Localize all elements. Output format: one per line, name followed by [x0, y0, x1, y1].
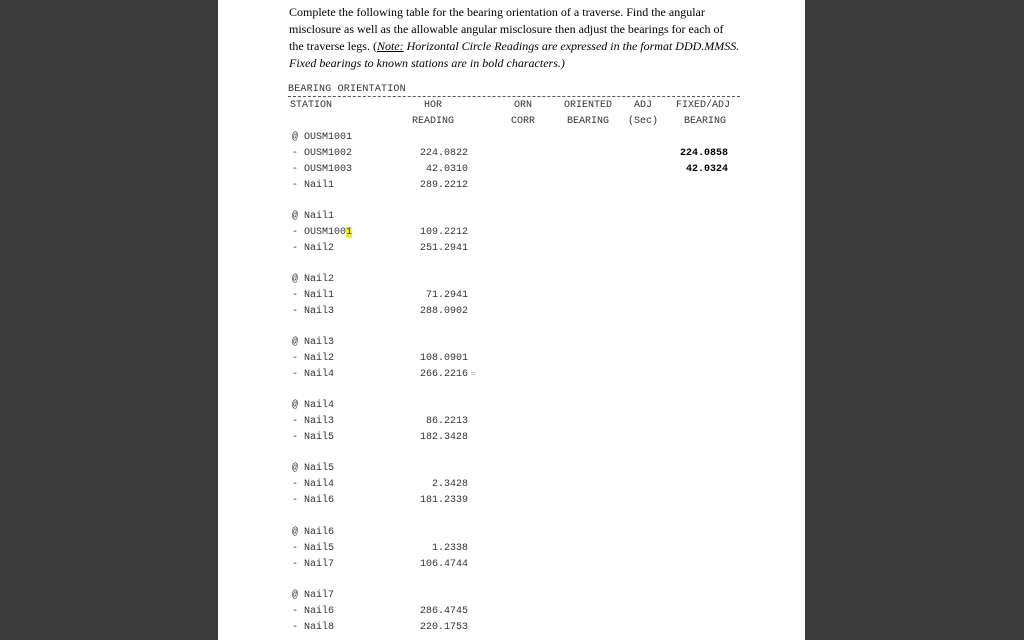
- hor-reading-cell: 86.2213: [425, 416, 468, 427]
- station-cell: @ OUSM1001: [292, 132, 353, 143]
- header-hor-1: HOR: [423, 100, 442, 111]
- note-text: Horizontal Circle Readings are expressed in the format DDD.MMSS.: [403, 39, 740, 53]
- station-cell: - Nail1: [292, 180, 335, 191]
- station-cell: @ Nail3: [292, 337, 335, 348]
- right-background-panel: [805, 0, 1024, 640]
- header-adj-1: ADJ: [633, 100, 652, 111]
- station-cell: @ Nail7: [292, 590, 335, 601]
- cursor-mark-icon: =: [471, 370, 476, 379]
- table-title: BEARING ORIENTATION: [288, 84, 406, 95]
- intro-line-4: Fixed bearings to known stations are in bold characters.): [289, 56, 565, 70]
- station-cell: @ Nail4: [292, 400, 335, 411]
- header-adj-2: (Sec): [627, 116, 658, 127]
- hor-reading-cell: 251.2941: [419, 243, 468, 254]
- station-cell: - OUSM1001: [292, 227, 353, 238]
- header-orn-2: CORR: [510, 116, 535, 127]
- station-cell: - OUSM1003: [292, 164, 353, 175]
- station-cell: - OUSM1002: [292, 148, 353, 159]
- instructions-paragraph: [289, 4, 759, 72]
- intro-line-3-start: the traverse legs. (: [289, 39, 377, 53]
- intro-line-1: Complete the following table for the bearing orientation of a traverse. Find the angular: [289, 5, 705, 19]
- hor-reading-cell: 109.2212: [419, 227, 468, 238]
- station-cell: - Nail4: [292, 479, 335, 490]
- intro-line-2: misclosure as well as the allowable angular misclosure then adjust the bearings for each of: [289, 22, 724, 36]
- station-cell: @ Nail1: [292, 211, 335, 222]
- hor-reading-cell: 224.0822: [419, 148, 468, 159]
- left-background-panel: [0, 0, 218, 640]
- station-cell: - Nail1: [292, 290, 335, 301]
- hor-reading-cell: 42.0310: [425, 164, 468, 175]
- note-label: Note:: [376, 39, 404, 53]
- station-cell: - Nail5: [292, 432, 335, 443]
- highlighted-character: 1: [346, 227, 353, 238]
- station-cell: @ Nail6: [292, 527, 335, 538]
- header-oriented-2: BEARING: [566, 116, 609, 127]
- station-cell: @ Nail2: [292, 274, 335, 285]
- station-cell: - Nail8: [292, 622, 335, 633]
- station-cell: - Nail3: [292, 306, 335, 317]
- fixed-bearing-cell: 42.0324: [685, 164, 728, 175]
- station-cell: - Nail2: [292, 353, 335, 364]
- hor-reading-cell: 106.4744: [419, 559, 468, 570]
- station-cell: - Nail6: [292, 606, 335, 617]
- station-cell: - Nail4: [292, 369, 335, 380]
- hor-reading-cell: 108.0901: [419, 353, 468, 364]
- station-cell: - Nail5: [292, 543, 335, 554]
- hor-reading-cell: 288.0902: [419, 306, 468, 317]
- station-cell: - Nail2: [292, 243, 335, 254]
- header-oriented-1: ORIENTED: [563, 100, 612, 111]
- hor-reading-cell: 182.3428: [419, 432, 468, 443]
- hor-reading-cell: 286.4745: [419, 606, 468, 617]
- header-hor-2: READING: [411, 116, 454, 127]
- station-cell: - Nail6: [292, 495, 335, 506]
- header-fixed-1: FIXED/ADJ: [675, 100, 730, 111]
- hor-reading-cell: 289.2212: [419, 180, 468, 191]
- header-orn-1: ORN: [513, 100, 532, 111]
- header-fixed-2: BEARING: [683, 116, 726, 127]
- hor-reading-cell: 71.2941: [425, 290, 468, 301]
- hor-reading-cell: 266.2216: [419, 369, 468, 380]
- station-cell: - Nail7: [292, 559, 335, 570]
- header-station: STATION: [290, 100, 333, 111]
- fixed-bearing-cell: 224.0858: [679, 148, 728, 159]
- document-page: [218, 0, 805, 640]
- station-cell: @ Nail5: [292, 463, 335, 474]
- hor-reading-cell: 2.3428: [431, 479, 468, 490]
- intro-line-3: [289, 38, 759, 55]
- title-divider: [288, 96, 740, 97]
- hor-reading-cell: 220.1753: [419, 622, 468, 633]
- hor-reading-cell: 181.2339: [419, 495, 468, 506]
- hor-reading-cell: 1.2338: [431, 543, 468, 554]
- station-cell: - Nail3: [292, 416, 335, 427]
